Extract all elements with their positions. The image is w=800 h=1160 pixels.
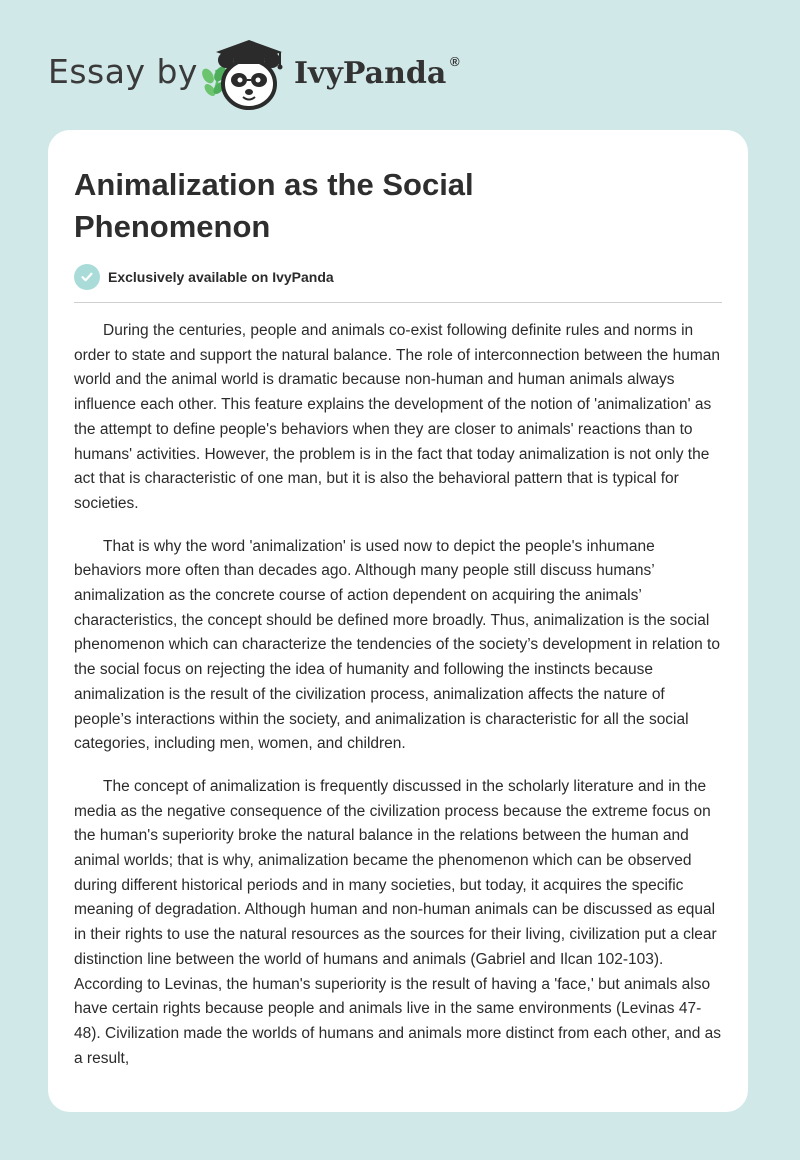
divider bbox=[74, 302, 722, 303]
essay-card bbox=[48, 130, 748, 1112]
badge-text: Exclusively available on IvyPanda bbox=[108, 269, 334, 285]
brand-prefix: Essay by bbox=[48, 52, 198, 91]
check-icon bbox=[74, 264, 100, 290]
exclusive-badge bbox=[74, 264, 334, 290]
paragraph: During the centuries, people and animals co-exist following definite rules and norms in order to state and support the natural balance. The role of interconnection between the human world and the animal world is dramatic because non-human and human animals always influence each other. This feature explains the development of the notion of 'animalization' as the attempt to define people's behaviors when they are closer to animals' reactions than to humans' activities. However, the problem is in the fact that today animalization is not only the act that is characteristic of one man, but it is also the behavioral pattern that is typical for societies. bbox=[74, 322, 720, 512]
essay-title: Animalization as the Social Phenomenon bbox=[74, 167, 474, 244]
registered-mark: ® bbox=[450, 54, 460, 69]
panda-logo-icon[interactable] bbox=[200, 34, 290, 114]
paragraph: That is why the word 'animalization' is used now to depict the people's inhumane behaviors more often than decades ago. Although many people still discuss humans’ animalization as the concrete course of action dependent on acquiring the animals’ characteristics, the concept should be defined more broadly. Thus, animalization is the social phenomenon which can characterize the tendencies of the society’s development in relation to the social focus on rejecting the idea of humanity and following the instincts because animalization is the result of the civilization process, animalization affects the nature of people’s interactions within the society, and animalization is characteristic for all the social categories, including men, women, and children. bbox=[74, 537, 720, 753]
site-header bbox=[48, 34, 508, 114]
essay-body bbox=[74, 319, 724, 1089]
paragraph: The concept of animalization is frequently discussed in the scholarly literature and in the media as the negative consequence of the civilization process because the extreme focus on the human's superiority broke the natural balance in the relations between the human and animal worlds; that is why, animalization became the phenomenon which can be observed during different historical periods and in many societies, but today, it acquires the specific meaning of degradation. Although human and non-human animals can be discussed as equal in their rights to use the natural resources as the sources for their living, civilization put a clear distinction line between the world of humans and animals (Gabriel and Ilcan 102-103). According to Levinas, the human's superiority is the result of having a 'face,' but animals also have certain rights because people and animals live in the same environments (Levinas 47-48). Civilization made the worlds of humans and animals more distinct from each other, and as a result, bbox=[74, 777, 722, 1067]
brand-name[interactable]: IvyPanda bbox=[294, 56, 447, 91]
